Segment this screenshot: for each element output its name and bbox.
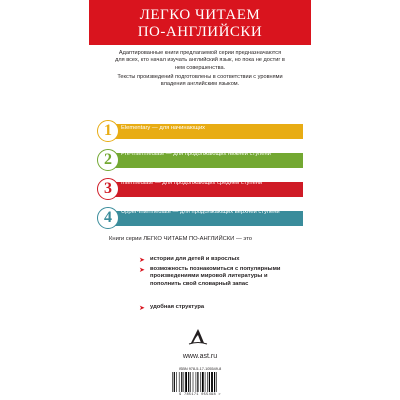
level-4 <box>97 207 303 230</box>
feature-text-2: возможность познакомиться с популярными произведениями мировой литературы и пополнить свой словарный запас <box>150 266 281 287</box>
barcode-icon <box>170 372 230 392</box>
level-2-number: 2 <box>97 149 119 171</box>
intro-paragraph-2: Тексты произведений подготовлены в соответствии с уровнями владения английским языком. <box>117 73 283 88</box>
level-1-number: 1 <box>97 120 119 142</box>
arrow-bullet-icon: ➤ <box>139 256 145 264</box>
intro-text <box>114 50 286 90</box>
publisher-logo-icon <box>186 327 210 347</box>
barcode-digits: 9 785171 055498 > <box>179 393 221 397</box>
level-1 <box>97 120 303 143</box>
publisher-url[interactable]: www.ast.ru <box>182 353 218 360</box>
series-title-line1: ЛЕГКО ЧИТАЕМ <box>139 7 261 23</box>
arrow-bullet-icon: ➤ <box>139 266 145 274</box>
arrow-bullet-icon: ➤ <box>139 304 145 312</box>
level-3 <box>97 178 303 201</box>
level-1-text: Elementary — для начинающих <box>121 125 206 131</box>
level-2-text: Pre-Intermediate — для продолжающих нижней ступени <box>121 151 271 157</box>
feature-text-3: удобная структура <box>150 304 205 310</box>
level-3-text: Intermediate — для продолжающих средней ступени <box>121 180 263 186</box>
feature-text-1: истории для детей и взрослых <box>150 256 240 262</box>
level-4-text: Upper-Intermediate — для продолжающих верхней ступени <box>121 209 280 215</box>
level-2 <box>97 149 303 172</box>
series-title-line2: ПО-АНГЛИЙСКИ <box>137 24 263 40</box>
series-description: Книги серии ЛЕГКО ЧИТАЕМ ПО-АНГЛИЙСКИ — это <box>109 236 253 242</box>
isbn-text: ISBN 978-5-17-105549-8 <box>178 367 222 371</box>
book-back-cover <box>89 0 311 400</box>
level-4-number: 4 <box>97 207 119 229</box>
title-banner <box>89 0 311 45</box>
intro-paragraph-1: Адаптированные книги предлагаемой серии предназначаются для всех, кто начал изучать английский язык, но пока не достиг в нем совершенства. <box>115 50 285 71</box>
level-3-number: 3 <box>97 178 119 200</box>
